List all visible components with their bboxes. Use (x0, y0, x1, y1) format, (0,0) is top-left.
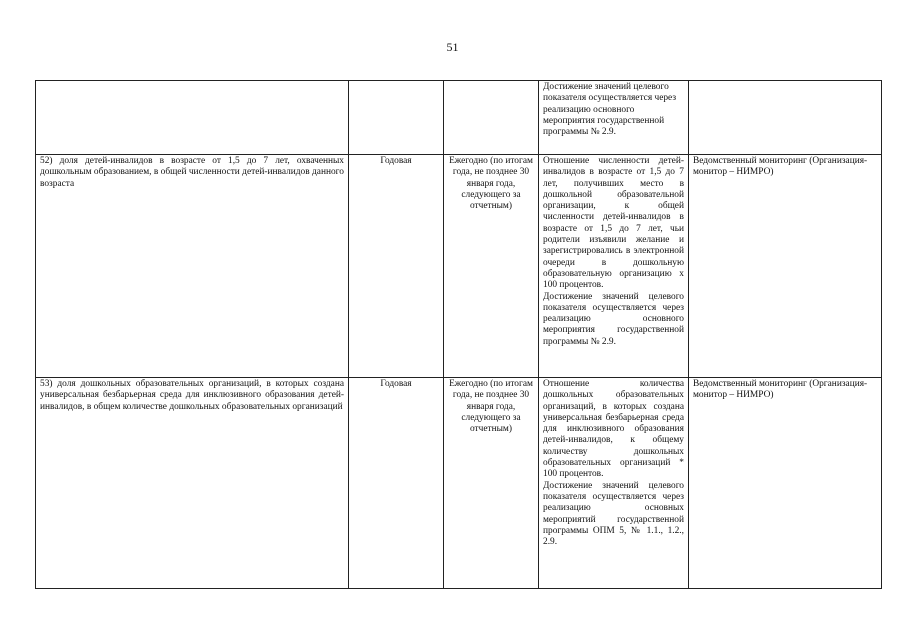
table-row (36, 81, 882, 155)
indicators-table (35, 80, 882, 589)
page-number: 51 (446, 40, 459, 54)
periodicity-cell (349, 378, 444, 589)
periodicity-text: Годовая (380, 379, 412, 389)
indicator-cell (36, 378, 349, 589)
deadline-cell (444, 81, 539, 155)
table-row (36, 378, 882, 589)
indicator-text: 52) доля детей-инвалидов в возрасте от 1,5 до 7 лет, охваченных дошкольным образованием, в общей численности детей-инвалидов данного возраста (40, 156, 344, 189)
indicator-cell (36, 155, 349, 378)
source-cell (689, 81, 882, 155)
source-text: Ведомственный мониторинг (Организация-монитор – НИМРО) (693, 156, 868, 178)
method-note: Достижение значений целевого показателя осуществляется через реализацию основного мероприятия государственной программы № 2.9. (543, 291, 684, 347)
periodicity-cell (349, 155, 444, 378)
method-text: Отношение численности детей-инвалидов в возрасте от 1,5 до 7 лет, получивших место в дошкольной образовательной организации, к общей численности детей-инвалидов в возрасте от 1,5 до 7 лет, чьи родители изъявили желание и зарегистрировались в электронной очереди в дошкольную образовательную организацию х 100 процентов. (543, 156, 684, 291)
indicator-cell (36, 81, 349, 155)
periodicity-cell (349, 81, 444, 155)
method-text: Отношение количества дошкольных образовательных организаций, в которых создана универсальная безбарьерная среда для инклюзивного образования детей-инвалидов, к общему количеству дошкольных образовательных организаций * 100 процентов. (543, 379, 684, 480)
periodicity-text: Годовая (380, 156, 412, 166)
deadline-text: Ежегодно (по итогам года, не позднее 30 января года, следующего за отчетным) (449, 156, 533, 212)
table-row (36, 155, 882, 378)
indicator-text: 53) доля дошкольных образовательных организаций, в которых создана универсальная безбарьерная среда для инклюзивного образования детей-инвалидов, в общем количестве дошкольных образовательных организаций (40, 379, 344, 412)
deadline-text: Ежегодно (по итогам года, не позднее 30 января года, следующего за отчетным) (449, 379, 533, 435)
deadline-cell (444, 155, 539, 378)
method-cell (539, 81, 689, 155)
method-cell (539, 378, 689, 589)
source-text: Ведомственный мониторинг (Организация-монитор – НИМРО) (693, 379, 868, 401)
method-note: Достижение значений целевого показателя осуществляется через реализацию основного мероприятия государственной программы № 2.9. (543, 82, 677, 138)
deadline-cell (444, 378, 539, 589)
source-cell (689, 378, 882, 589)
method-note: Достижение значений целевого показателя осуществляется через реализацию основных мероприятий государственной программы ОПМ 5, № 1.1., 1.2., 2.9. (543, 480, 684, 548)
source-cell (689, 155, 882, 378)
method-cell (539, 155, 689, 378)
